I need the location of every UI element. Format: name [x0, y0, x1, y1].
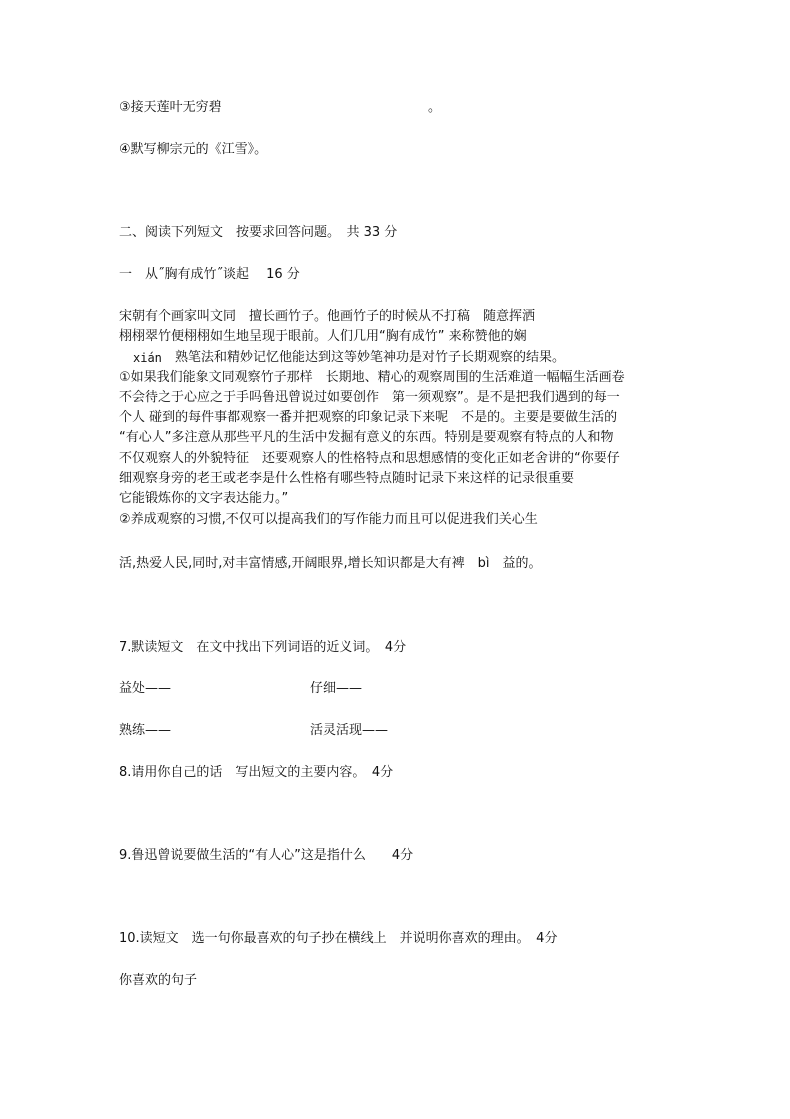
q7-term-huolinghuoxian: 活灵活现——: [310, 723, 389, 738]
passage-title: 一 从˝胸有成竹˝谈起 16 分: [119, 267, 300, 282]
q10-answer-label: 你喜欢的句子: [119, 973, 198, 988]
pinyin-annotation: xián: [133, 351, 162, 365]
item-4-text: ④默写柳宗元的《江雪》。: [119, 142, 268, 157]
passage-line: 熟笔法和精妙记忆他能达到这等妙笔神功是对竹子长期观察的结果。: [175, 350, 566, 365]
passage-line: 个人 碰到的每件事都观察一番并把观察的印象记录下来呢 不是的。主要是要做生活的: [119, 410, 618, 425]
item-3-blank-end: 。: [428, 100, 442, 115]
passage-line: 它能锻炼你的文字表达能力。”: [119, 491, 289, 506]
passage-line: 宋朝有个画家叫文同 擅长画竹子。他画竹子的时候从不打稿 随意挥洒: [119, 309, 536, 324]
passage-line: 细观察身旁的老王或老李是什么性格有哪些特点随时记录下来这样的记录很重要: [119, 471, 575, 486]
question-9: 9.鲁迅曾说要做生活的“有人心”这是指什么 4分: [119, 848, 414, 863]
passage-line: ①如果我们能象文同观察竹子那样 长期地、精心的观察周围的生活难道一幅幅生活画卷: [119, 370, 625, 385]
item-3-text: ③接天莲叶无穷碧: [119, 100, 222, 115]
question-8: 8.请用你自己的话 写出短文的主要内容。 4分: [119, 765, 394, 780]
passage-line: 活,热爱人民,同时,对丰富情感,开阔眼界,增长知识都是大有裨 bì 益的。: [119, 556, 542, 571]
q7-term-shulian: 熟练——: [119, 723, 172, 738]
section-2-heading: 二、阅读下列短文 按要求回答问题。 共 33 分: [119, 225, 398, 240]
q7-term-zixi: 仔细——: [310, 681, 363, 696]
passage-line: 栩栩翠竹便栩栩如生地呈现于眼前。人们几用“胸有成竹” 来称赞他的娴: [119, 329, 527, 344]
q7-term-yichu: 益处——: [119, 681, 172, 696]
question-7: 7.默读短文 在文中找出下列词语的近义词。 4分: [119, 640, 407, 655]
passage-line: “有心人”多注意从那些平凡的生活中发掘有意义的东西。特别是要观察有特点的人和物: [119, 430, 614, 445]
passage-line: 不会待之于心应之于手吗鲁迅曾说过如要创作 第一须观察”。是不是把我们遇到的每一: [119, 390, 620, 405]
question-10: 10.读短文 选一句你最喜欢的句子抄在横线上 并说明你喜欢的理由。 4分: [119, 931, 558, 946]
passage-line: 不仅观察人的外貌特征 还要观察人的性格特点和思想感情的变化正如老舍讲的“你要仔: [119, 451, 620, 466]
passage-line: ②养成观察的习惯,不仅可以提高我们的写作能力而且可以促进我们关心生: [119, 512, 538, 527]
